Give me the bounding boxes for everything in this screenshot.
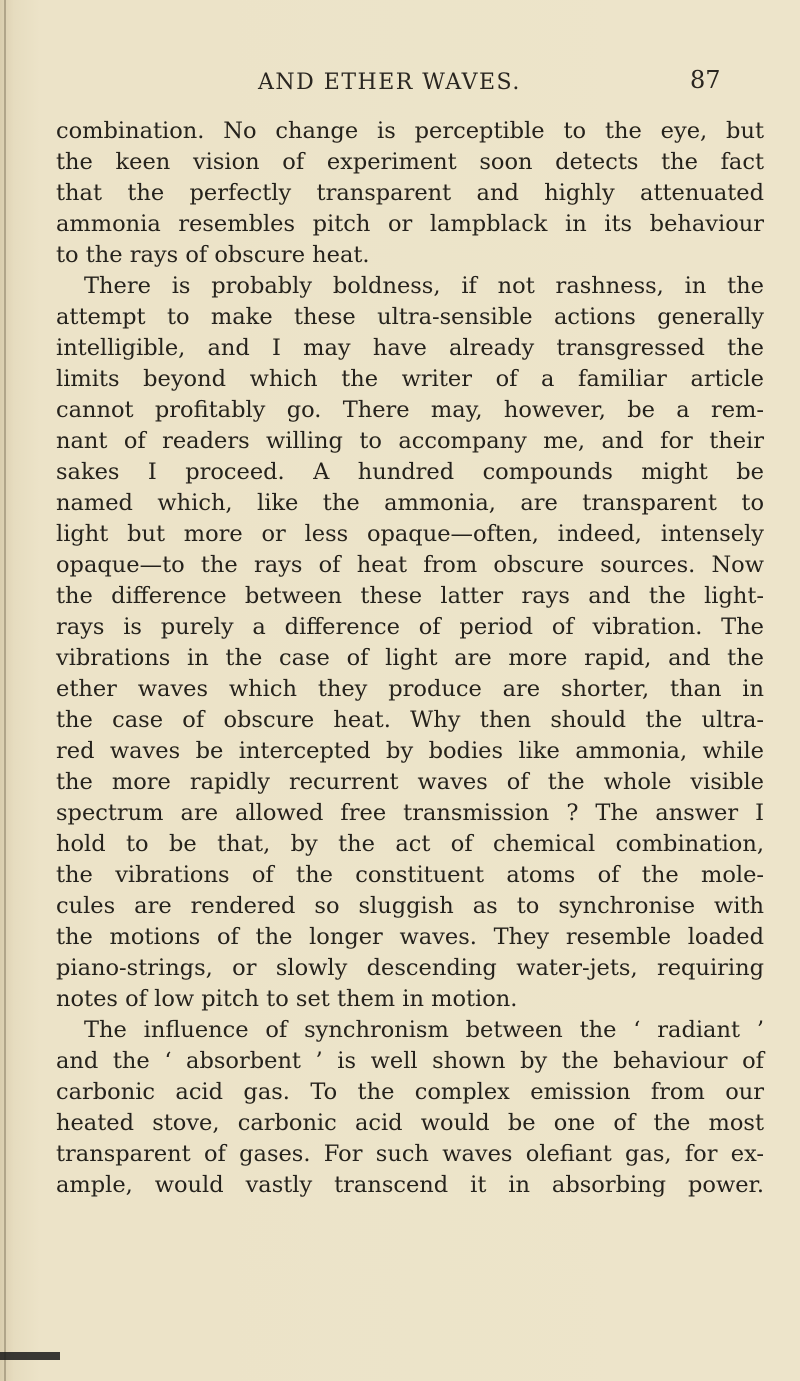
text-line: There is probably boldness, if not rashness, in the (84, 273, 764, 299)
text-line: the case of obscure heat. Why then should the ultra- (56, 707, 764, 733)
text-line: nant of readers willing to accompany me, and for their (56, 428, 764, 454)
text-line: opaque—to the rays of heat from obscure sources. Now (56, 552, 764, 578)
text-line: notes of low pitch to set them in motion. (56, 986, 518, 1012)
text-line: vibrations in the case of light are more rapid, and the (56, 645, 764, 671)
text-line: and the ‘ absorbent ’ is well shown by the behaviour of (56, 1048, 764, 1074)
text-line: sakes I proceed. A hundred compounds might be (56, 459, 764, 485)
text-line: the keen vision of experiment soon detects the fact (56, 149, 764, 175)
text-line: spectrum are allowed free transmission ? The answer I (56, 800, 764, 826)
text-line: piano-strings, or slowly descending water-jets, requiring (56, 955, 764, 981)
binding-edge (4, 0, 6, 1381)
text-line: ether waves which they produce are shorter, than in (56, 676, 764, 702)
text-line: the difference between these latter rays and the light- (56, 583, 764, 609)
text-line: hold to be that, by the act of chemical combination, (56, 831, 764, 857)
text-line: ample, would vastly transcend it in absorbing power. (56, 1172, 764, 1198)
text-line: ammonia resembles pitch or lampblack in its behaviour (56, 211, 764, 237)
text-line: the motions of the longer waves. They resemble loaded (56, 924, 764, 950)
text-line: combination. No change is perceptible to the eye, but (56, 118, 764, 144)
text-line: carbonic acid gas. To the complex emission from our (56, 1079, 764, 1105)
scan-edge-mark (0, 1352, 60, 1360)
text-line: light but more or less opaque—often, indeed, intensely (56, 521, 764, 547)
text-line: the more rapidly recurrent waves of the whole visible (56, 769, 764, 795)
body-text (56, 116, 764, 1201)
text-line: cules are rendered so sluggish as to synchronise with (56, 893, 764, 919)
page-number: 87 (690, 66, 721, 94)
text-line: limits beyond which the writer of a familiar article (56, 366, 764, 392)
page-header (0, 66, 800, 104)
running-head: AND ETHER WAVES. (258, 70, 521, 95)
text-line: cannot profitably go. There may, however, be a rem- (56, 397, 764, 423)
text-line: that the perfectly transparent and highly attenuated (56, 180, 764, 206)
text-line: red waves be intercepted by bodies like ammonia, while (56, 738, 764, 764)
text-line: the vibrations of the constituent atoms of the mole- (56, 862, 764, 888)
text-line: attempt to make these ultra-sensible actions generally (56, 304, 764, 330)
text-line: The influence of synchronism between the ‘ radiant ’ (84, 1017, 764, 1043)
text-line: rays is purely a difference of period of vibration. The (56, 614, 764, 640)
text-line: to the rays of obscure heat. (56, 242, 370, 268)
text-line: intelligible, and I may have already transgressed the (56, 335, 764, 361)
text-line: heated stove, carbonic acid would be one of the most (56, 1110, 764, 1136)
text-line: transparent of gases. For such waves olefiant gas, for ex- (56, 1141, 764, 1167)
text-line: named which, like the ammonia, are transparent to (56, 490, 764, 516)
